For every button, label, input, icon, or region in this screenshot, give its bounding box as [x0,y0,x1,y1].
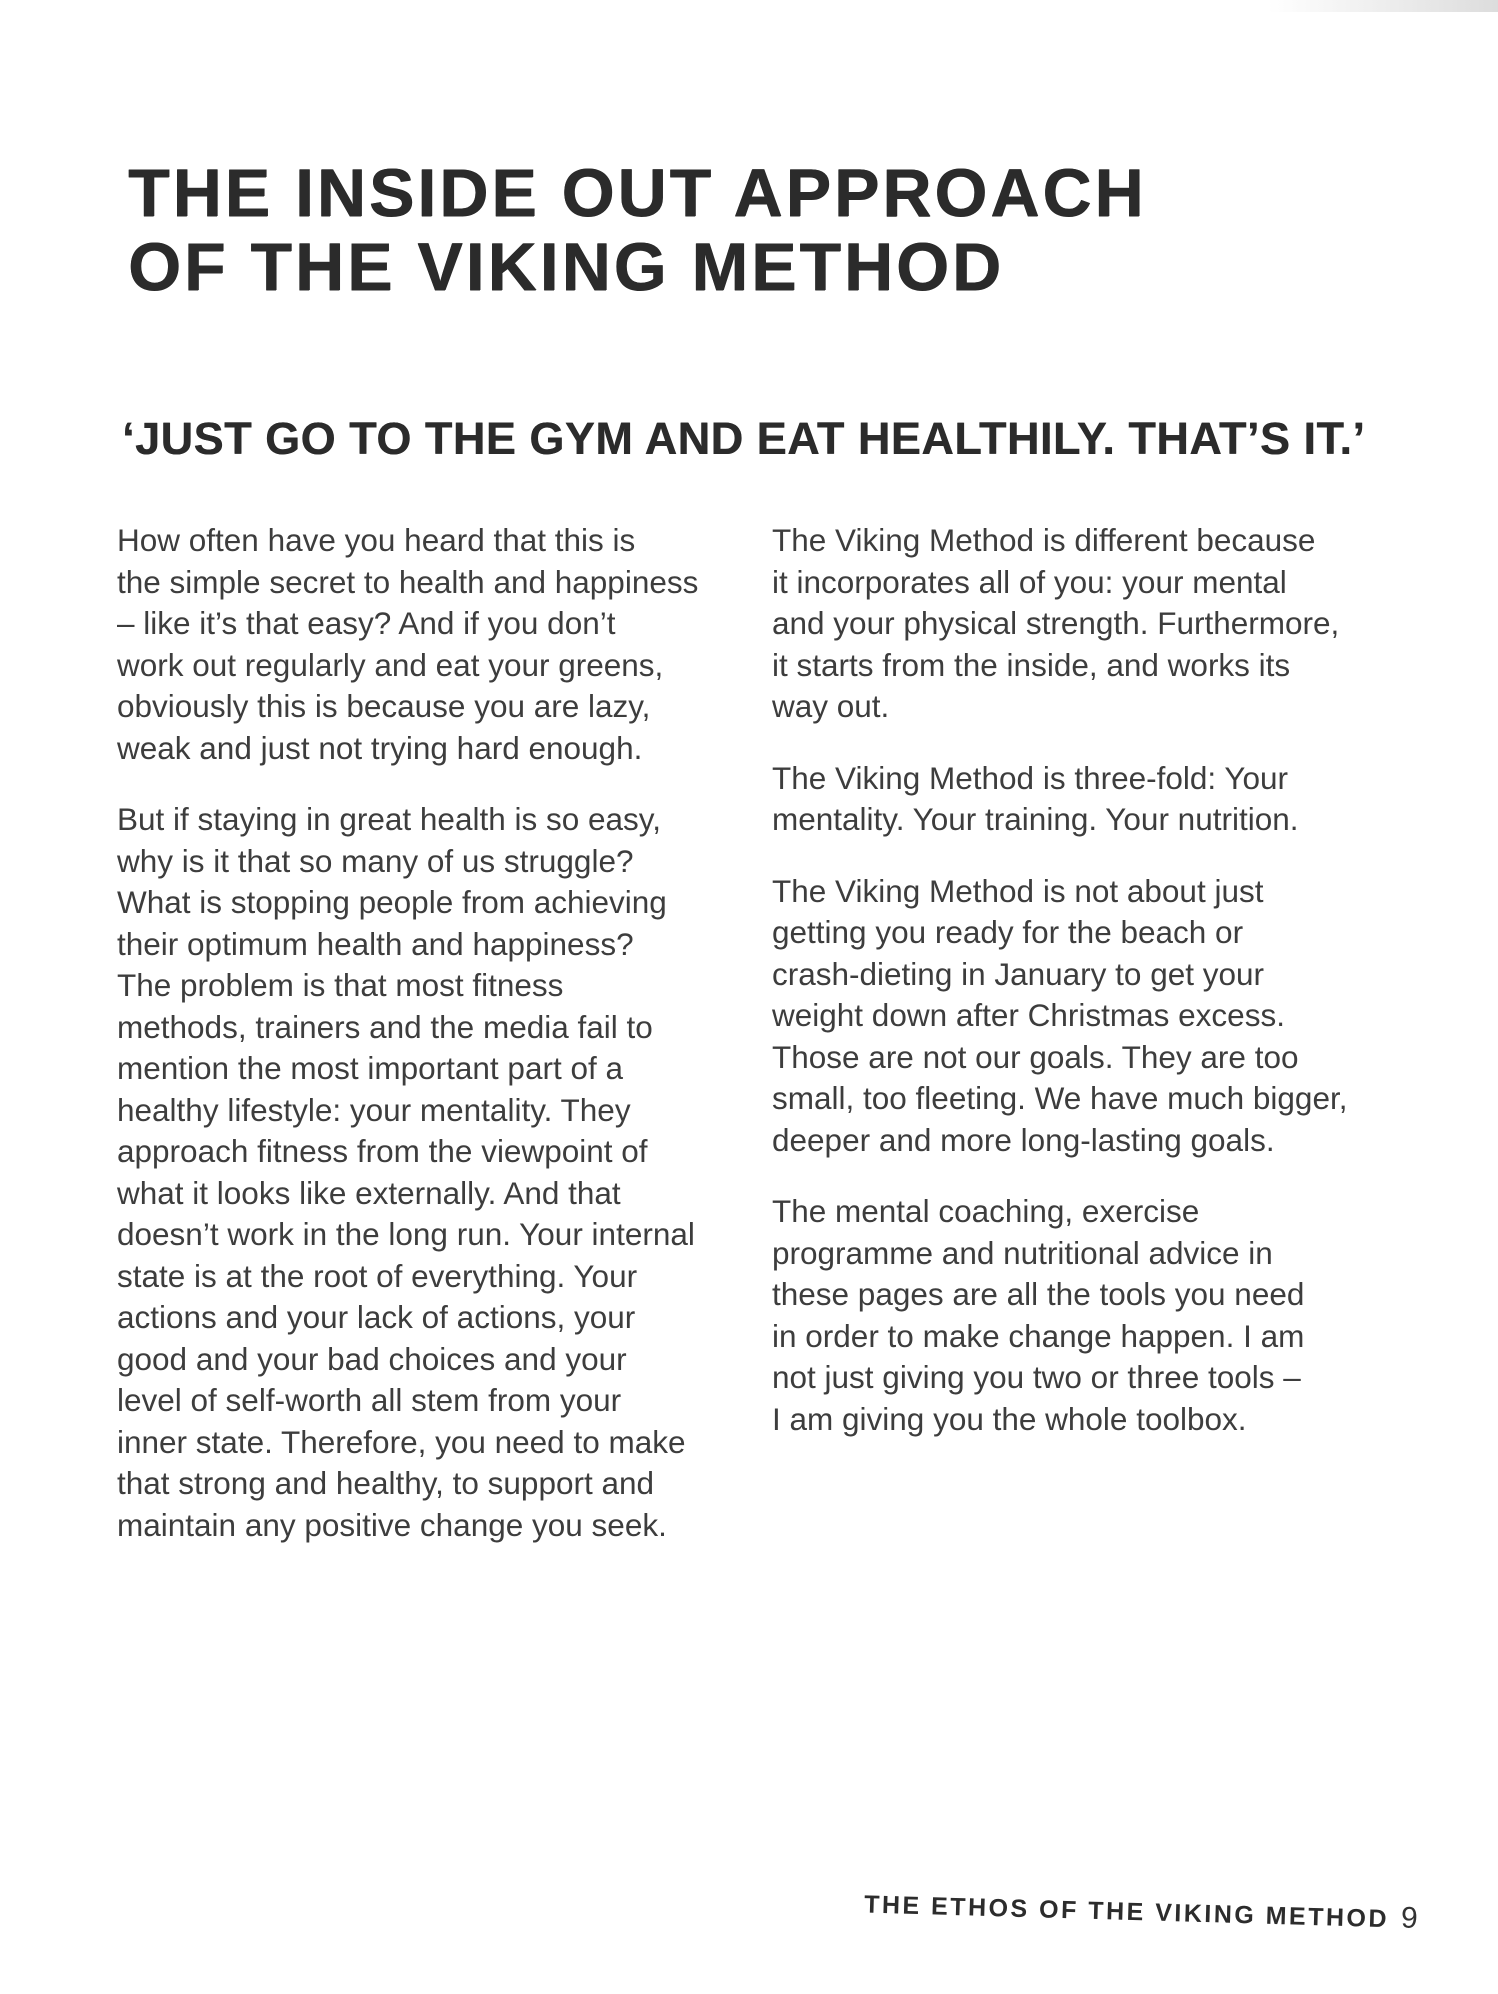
body-line: The Viking Method is different because [772,522,1316,558]
body-line: What is stopping people from achieving [117,884,667,920]
left-text-column [117,520,767,1576]
body-line: mentality. Your training. Your nutrition. [772,801,1299,837]
body-line: crash-dieting in January to get your [772,955,1265,992]
body-line: their optimum health and happiness? [117,925,634,962]
body-line: mention the most important part of a [117,1050,623,1086]
page-number: 9 [1400,1901,1419,1935]
body-line: in order to make change happen. I am [772,1317,1305,1354]
body-line: How often have you heard that this is [117,522,636,558]
body-line: Those are not our goals. They are too [772,1038,1299,1075]
body-line: work out regularly and eat your greens, [117,646,664,683]
body-paragraph [117,799,767,1546]
running-footer [864,1887,1418,1936]
body-line: what it looks like externally. And that [117,1174,621,1211]
body-line: weight down after Christmas excess. [772,997,1285,1033]
body-line: I am giving you the whole toolbox. [772,1400,1247,1437]
scan-smudge [1268,0,1498,12]
body-line: doesn’t work in the long run. Your internal [117,1216,695,1252]
body-line: good and your bad choices and your [117,1340,627,1377]
body-line: The mental coaching, exercise [772,1193,1200,1229]
body-line: not just giving you two or three tools – [772,1359,1301,1395]
body-line: The problem is that most fitness [117,967,564,1003]
body-line: that strong and healthy, to support and [117,1465,655,1501]
body-line: the simple secret to health and happiness [117,563,699,600]
body-line: programme and nutritional advice in [772,1234,1273,1271]
body-line: obviously this is because you are lazy, [117,688,651,724]
body-line: The Viking Method is not about just [772,872,1264,909]
right-text-column [772,520,1422,1470]
body-line: – like it’s that easy? And if you don’t [117,605,616,641]
body-paragraph [772,1191,1422,1440]
body-line: approach fitness from the viewpoint of [117,1133,648,1169]
body-line: way out. [772,688,890,724]
body-paragraph [117,520,767,769]
body-paragraph [772,871,1422,1162]
chapter-title-line-1: THE INSIDE OUT APPROACH [128,155,1147,231]
body-line: actions and your lack of actions, your [117,1299,636,1335]
body-line: inner state. Therefore, you need to make [117,1423,686,1460]
chapter-title-line-2: OF THE VIKING METHOD [128,229,1004,305]
body-line: healthy lifestyle: your mentality. They [117,1091,631,1128]
body-line: deeper and more long-lasting goals. [772,1121,1275,1158]
body-line: maintain any positive change you seek. [117,1506,667,1543]
footer-label: THE ETHOS OF THE VIKING METHOD [864,1890,1390,1934]
body-line: The Viking Method is three-fold: Your [772,759,1288,796]
body-line: state is at the root of everything. Your [117,1257,638,1294]
body-paragraph [772,758,1422,841]
body-line: it starts from the inside, and works its [772,646,1291,683]
body-line: it incorporates all of you: your mental [772,563,1287,600]
body-line: why is it that so many of us struggle? [117,842,634,879]
body-line: level of self-worth all stem from your [117,1382,622,1418]
body-paragraph [772,520,1422,728]
pull-quote-heading: ‘JUST GO TO THE GYM AND EAT HEALTHILY. THAT’S IT.’ [122,413,1366,464]
chapter-title [128,156,1147,304]
body-line: and your physical strength. Furthermore, [772,605,1340,641]
body-line: small, too fleeting. We have much bigger, [772,1080,1348,1116]
body-line: But if staying in great health is so easy, [117,801,661,837]
body-line: weak and just not trying hard enough. [117,729,643,766]
body-line: these pages are all the tools you need [772,1276,1305,1312]
body-line: methods, trainers and the media fail to [117,1008,653,1045]
body-line: getting you ready for the beach or [772,914,1244,950]
